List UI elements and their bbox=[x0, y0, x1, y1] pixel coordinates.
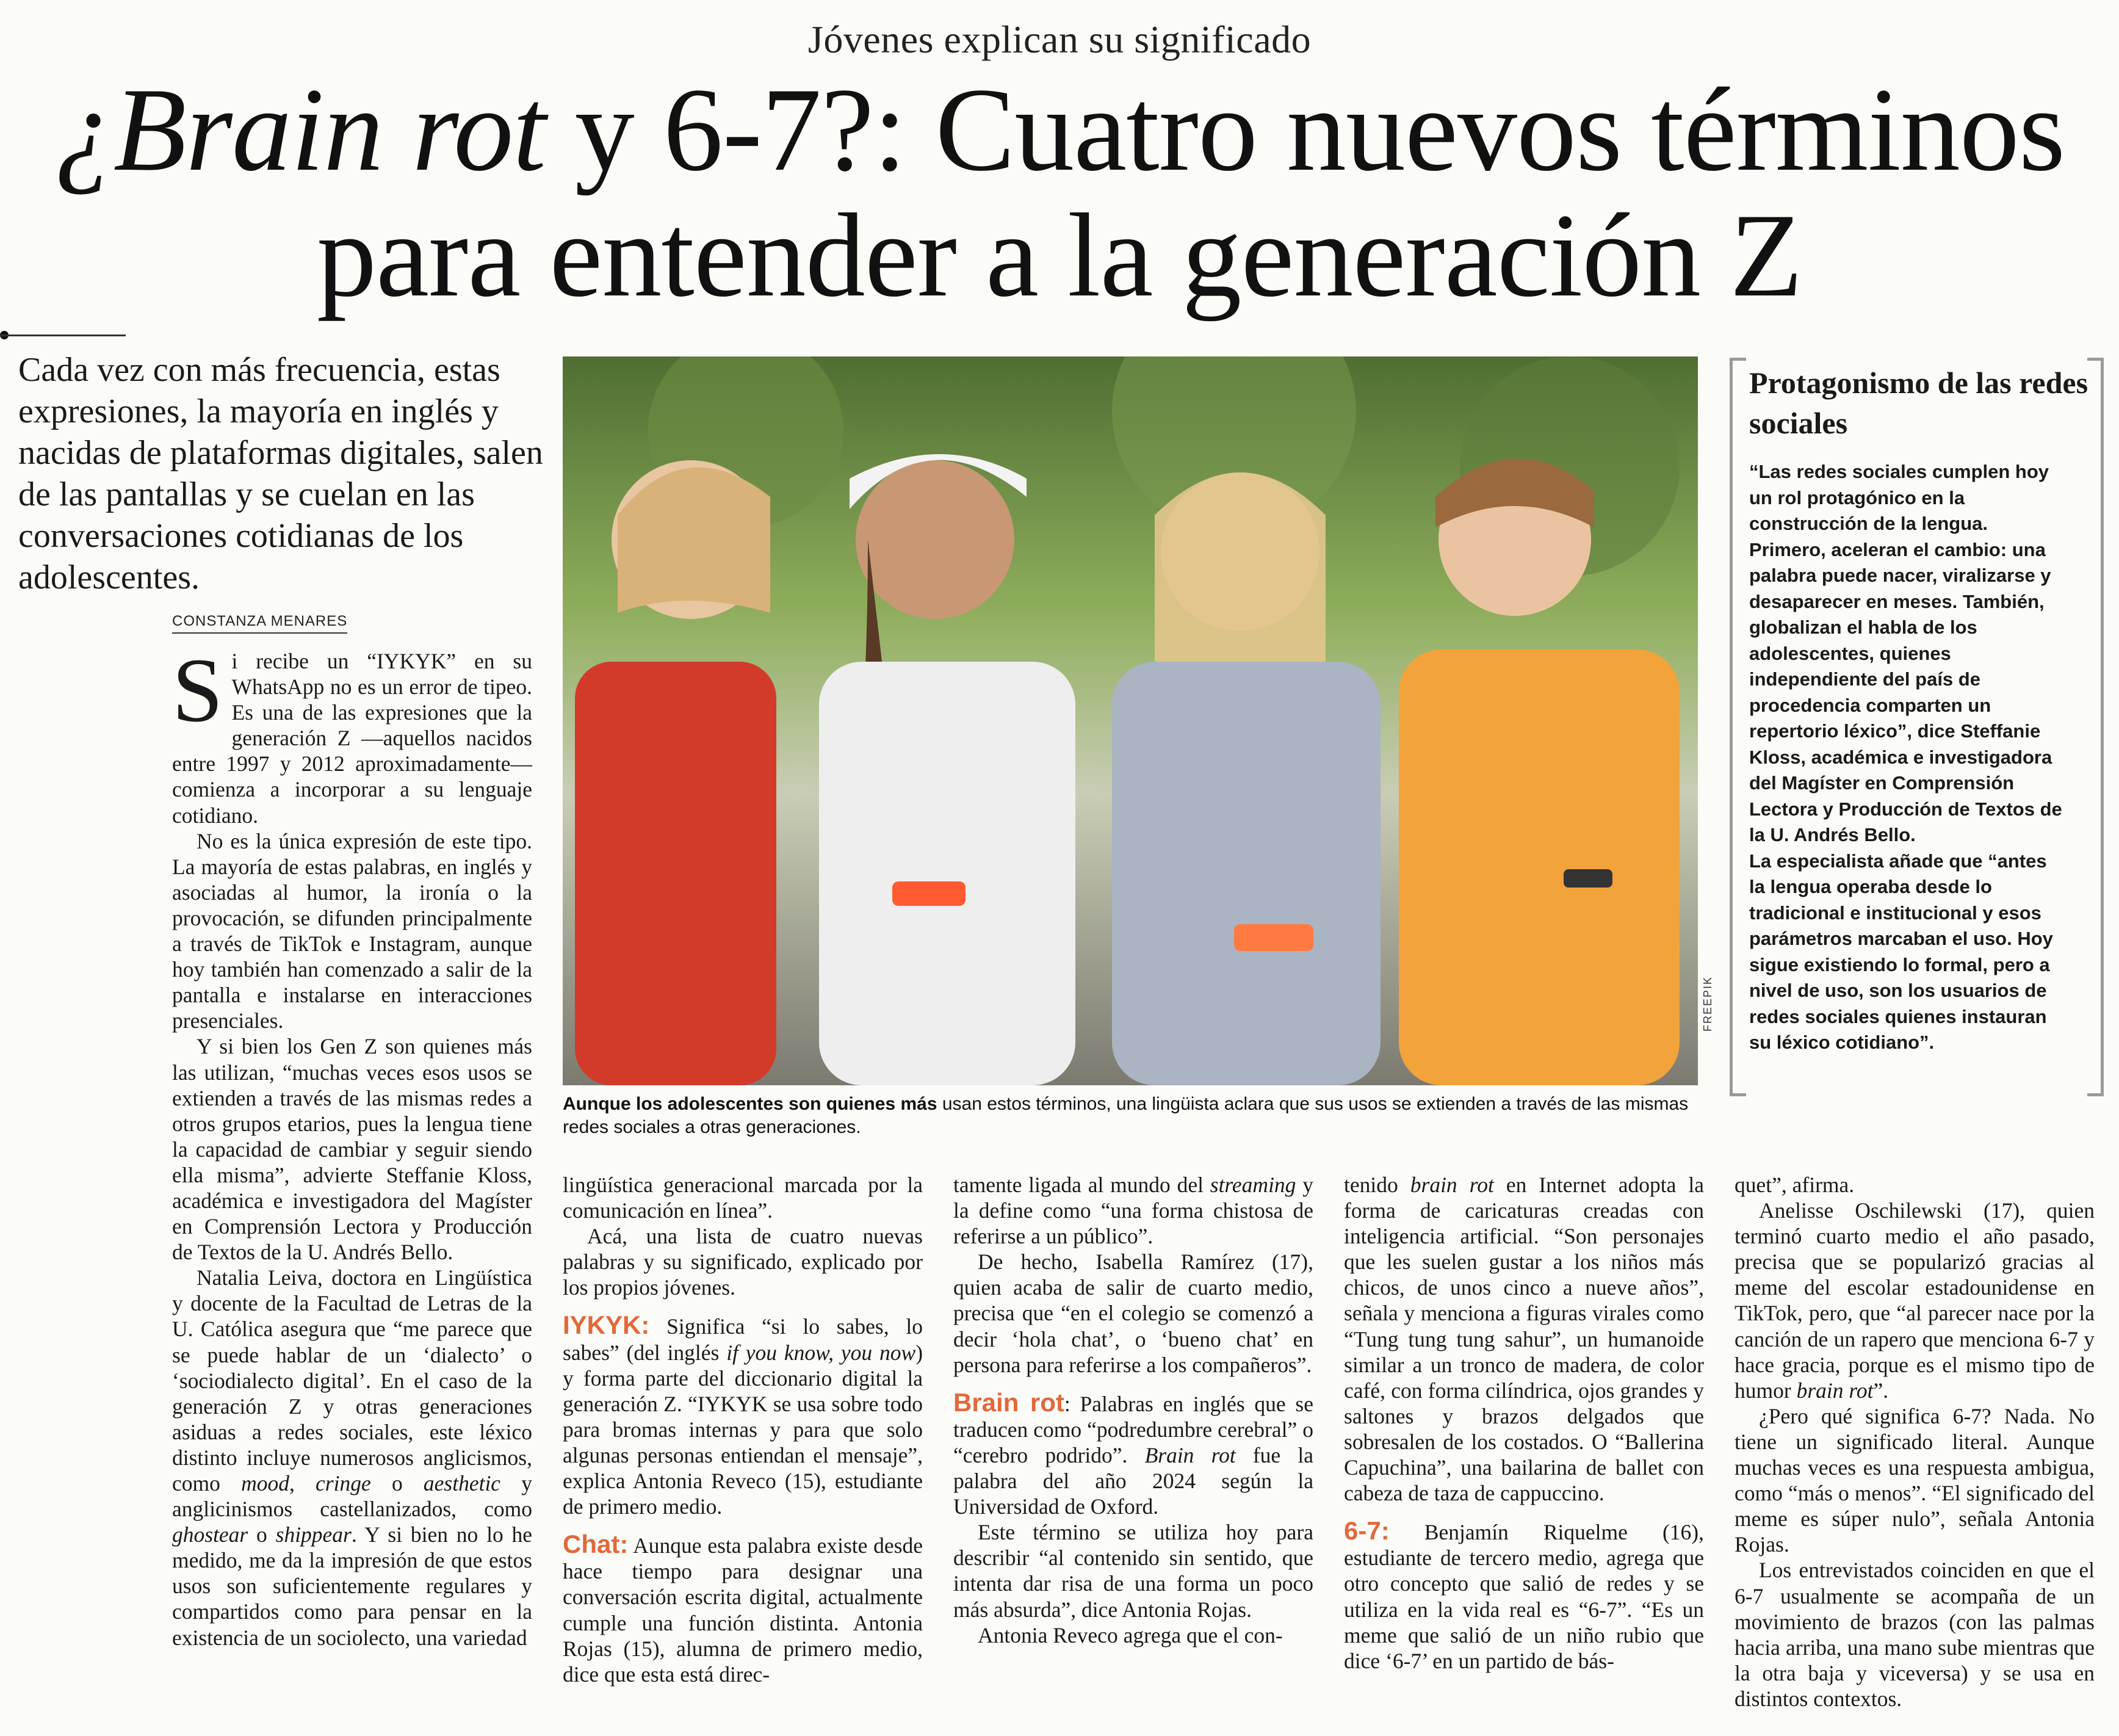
col1-p4a: Natalia Leiva, doctora en Lingüística y docente de la Facultad de Letras de la U. Católica asegura que “me parece que se puede hablar de un ‘dialecto’ o ‘sociodialecto digital’. En el caso de la generación Z y otras generaciones asiduas a redes sociales, este léxico distinto incluye numerosos anglicismos, como bbox=[172, 1265, 532, 1495]
italic-word: ghostear bbox=[172, 1522, 248, 1547]
headline-italic: ¿Brain rot bbox=[54, 63, 546, 196]
col1-p4c: . Y si bien no lo he medido, me da la impresión de que estos usos son suficientemente regulares y compartidos como para pensar en la existencia de un sociolecto, una variedad bbox=[172, 1522, 533, 1650]
headline bbox=[37, 63, 2082, 322]
chat-text: Aunque esta palabra existe desde hace tiempo para designar una conversación escrita digital, actualmente cumple una función distinta. Antonia Rojas (15), alumna de primero medio, dice que esta está direc- bbox=[563, 1533, 923, 1687]
iykyk-text-b: ) y forma parte del diccionario digital la generación Z. “IYKYK se usa sobre todo para bromas internas y para que solo algunas personas entiendan el mensaje”, explica Antonia Reveco (15), estudiante de primero medio. bbox=[563, 1340, 923, 1519]
col2-term-iykyk bbox=[563, 1312, 923, 1519]
photo-credit: FREEPIK bbox=[1702, 975, 1714, 1032]
col5-paragraph-2 bbox=[1735, 1198, 2095, 1403]
col1-paragraph-2: No es la única expresión de este tipo. La mayoría de estas palabras, en inglés y asociadas al humor, la ironía o la provocación, se difunden principalmente a través de TikTok e Instagram, aunque hoy también han comenzado a salir de la pantalla e instalarse en interacciones presenciales. bbox=[172, 828, 532, 1033]
col1-paragraph-4 bbox=[172, 1265, 532, 1650]
column-4 bbox=[1344, 1172, 1704, 1674]
six-seven-text: Benjamín Riquelme (16), estudiante de tercero medio, agrega que otro concepto que salió de redes y se utiliza en la vida real es “6-7”. “Es un meme que salió de un niño rubio que dice ‘6-7’ en un partido de bás- bbox=[1344, 1520, 1704, 1673]
brain-rot-text-b: fue la palabra del año 2024 según la Universidad de Oxford. bbox=[953, 1442, 1313, 1519]
col2-paragraph-2: Acá, una lista de cuatro nuevas palabras y su significado, explicado por los propios jóvenes. bbox=[563, 1224, 923, 1300]
col3-p1b: y la define como “una forma chistosa de referirse a un público”. bbox=[953, 1173, 1313, 1249]
col1-p4b: y anglicinismos castellanizados, como bbox=[172, 1471, 533, 1522]
italic-phrase: brain rot bbox=[1410, 1173, 1494, 1197]
iykyk-text-a: Significa “si lo sabes, lo sabes” (del inglés bbox=[563, 1314, 923, 1365]
column-1 bbox=[172, 640, 533, 1651]
col3-paragraph-5: Antonia Reveco agrega que el con- bbox=[978, 1622, 1283, 1647]
col4-p1a: tenido bbox=[1344, 1173, 1410, 1197]
col2-term-chat bbox=[563, 1532, 923, 1687]
divider-rule bbox=[0, 335, 126, 336]
kicker: Jóvenes explican su significado bbox=[807, 18, 1312, 61]
separator: , bbox=[289, 1471, 316, 1495]
column-2 bbox=[563, 1172, 923, 1687]
col5-p2a: Anelisse Oschilewski (17), quien terminó cuarto medio el año pasado, precisa que se popularizó gracias al meme del escolar estadounidense en TikTok, pero, que “al parecer nace por la canción de un rapero que menciona 6-7 y hace gracia, porque es el mismo tipo de humor bbox=[1735, 1198, 2095, 1403]
italic-word: streaming bbox=[1210, 1173, 1296, 1197]
term-iykyk: IYKYK: bbox=[563, 1311, 650, 1340]
term-6-7: 6-7: bbox=[1344, 1516, 1390, 1546]
lede: Cada vez con más frecuencia, estas expresiones, la mayoría en inglés y nacidas de plataformas digitales, salen de las pantallas y se cuelan en las conversaciones cotidianas de los adolescentes. bbox=[18, 351, 543, 596]
col4-p1b: en Internet adopta la forma de caricaturas creadas con inteligencia artificial. “Son personajes que les suelen gustar a los niños más chicos, de unos cinco a nueve años”, señala y menciona a figuras virales como “Tung tung tung sahur”, un humanoide similar a un tronco de madera, de color café, con forma cilíndrica, ojos grandes y saltones y brazos delgados que sobresalen de los costados. O “Ballerina Capuchina”, una bailarina de ballet con cabeza de taza de cappuccino. bbox=[1344, 1173, 1704, 1506]
italic-word: aesthetic bbox=[423, 1471, 501, 1495]
italic-word: shippear bbox=[275, 1522, 352, 1547]
sidebar-bracket-right bbox=[2087, 358, 2104, 1096]
column-3 bbox=[953, 1172, 1313, 1648]
col3-p1a: tamente ligada al mundo del bbox=[953, 1173, 1210, 1197]
sidebar-paragraph-1: “Las redes sociales cumplen hoy un rol protagónico en la construcción de la lengua. Primero, aceleran el cambio: una palabra puede nacer, viralizarse y desaparecer en meses. También, globalizan el habla de los adolescentes, quienes independiente del país de procedencia comparten un repertorio léxico”, dice Steffanie Kloss, académica e investigadora del Magíster en Comprensión Lectora y Producción de Textos de la U. Andrés Bello. bbox=[1749, 461, 2062, 845]
col1-p1-text: i recibe un “IYKYK” en su WhatsApp no es un error de tipeo. Es una de las expresiones que la generación Z —aquellos nacidos entre 1997 y 2012 aproximadamente— comienza a incorporar a su lenguaje cotidiano. bbox=[172, 649, 532, 828]
sidebar-paragraph-2: La especialista añade que “antes la lengua operaba desde lo tradicional e institucional y esos parámetros marcaban el uso. Hoy sigue existiendo lo formal, pero a nivel de uso, son los usuarios de redes sociales quienes instauran su léxico cotidiano”. bbox=[1749, 850, 2053, 1053]
col3-paragraph-1 bbox=[953, 1172, 1313, 1249]
drop-cap: S bbox=[172, 640, 223, 741]
headline-line2: para entender a la generación Z bbox=[317, 189, 1802, 322]
italic-word: mood bbox=[241, 1471, 289, 1495]
col5-p2b: ”. bbox=[1873, 1378, 1889, 1403]
term-chat: Chat: bbox=[563, 1530, 629, 1559]
col3-paragraph-2: De hecho, Isabella Ramírez (17), quien acaba de salir de cuarto medio, precisa que “en el colegio se comenzó a decir ‘hola chat’, o ‘bueno chat’ en persona para referirse a los compañeros”. bbox=[953, 1250, 1313, 1377]
sidebar-bracket-left bbox=[1730, 358, 1746, 1096]
col4-paragraph-1 bbox=[1344, 1172, 1704, 1506]
col1-paragraph-3: Y si bien los Gen Z son quienes más las utilizan, “muchas veces esos usos se extienden a través de las mismas redes a otros grupos etarios, pues la lengua tiene la capacidad de cambiar y seguir siendo ella misma”, advierte Steffanie Kloss, académica e investigadora del Magíster en Comprensión Lectora y Producción de Textos de la U. Andrés Bello. bbox=[172, 1034, 532, 1265]
headline-line1: y 6-7?: Cuatro nuevos términos bbox=[545, 63, 2065, 196]
col3-paragraph-4: Este término se utiliza hoy para describir “al contenido sin sentido, que intenta dar risa de una forma un poco más absurda”, dice Antonia Rojas. bbox=[953, 1520, 1313, 1622]
col4-term-6-7 bbox=[1344, 1518, 1704, 1674]
separator: o bbox=[248, 1522, 276, 1547]
col5-paragraph-1: quet”, afirma. bbox=[1735, 1173, 1855, 1197]
italic-word: cringe bbox=[316, 1471, 371, 1495]
col2-paragraph-1: lingüística generacional marcada por la comunicación en línea”. bbox=[563, 1173, 923, 1223]
italic-phrase: if you know, you now bbox=[726, 1340, 916, 1365]
byline: CONSTANZA MENARES bbox=[172, 613, 347, 634]
caption-bold: Aunque los adolescentes son quienes más bbox=[563, 1094, 937, 1114]
column-5 bbox=[1735, 1172, 2095, 1712]
col1-paragraph-1 bbox=[172, 640, 532, 828]
caption-text: usan estos términos, una lingüista aclara que sus usos se extienden a través de las mismas redes sociales a otras generaciones. bbox=[563, 1094, 1689, 1137]
sidebar-title: Protagonismo de las redes sociales bbox=[1749, 366, 2088, 440]
italic-phrase: Brain rot bbox=[1144, 1442, 1236, 1467]
photo-teenagers bbox=[563, 356, 1698, 1085]
photo-caption bbox=[563, 1093, 1698, 1139]
term-brain-rot: Brain rot bbox=[953, 1387, 1064, 1417]
photo-illustration bbox=[563, 356, 1698, 1085]
col5-paragraph-4: Los entrevistados coinciden en que el 6-7 usualmente se acompaña de un movimiento de brazos (con las palmas hacia arriba, una mano sube mientras que la otra baja y viceversa) y se usa en distintos contextos. bbox=[1735, 1558, 2095, 1711]
brain-rot-text-a: : Palabras en inglés que se traducen como “podredumbre cerebral” o “cerebro podrido”. bbox=[953, 1391, 1313, 1467]
separator: o bbox=[370, 1471, 424, 1495]
italic-phrase: brain rot bbox=[1796, 1378, 1874, 1403]
sidebar-body bbox=[1749, 459, 2067, 1056]
col5-paragraph-3: ¿Pero qué significa 6-7? Nada. No tiene un significado literal. Aunque muchas veces es una respuesta ambigua, como “más o menos”. “El significado del meme es súper nulo”, señala Antonia Rojas. bbox=[1735, 1403, 2095, 1557]
col3-term-brain-rot bbox=[953, 1387, 1313, 1519]
